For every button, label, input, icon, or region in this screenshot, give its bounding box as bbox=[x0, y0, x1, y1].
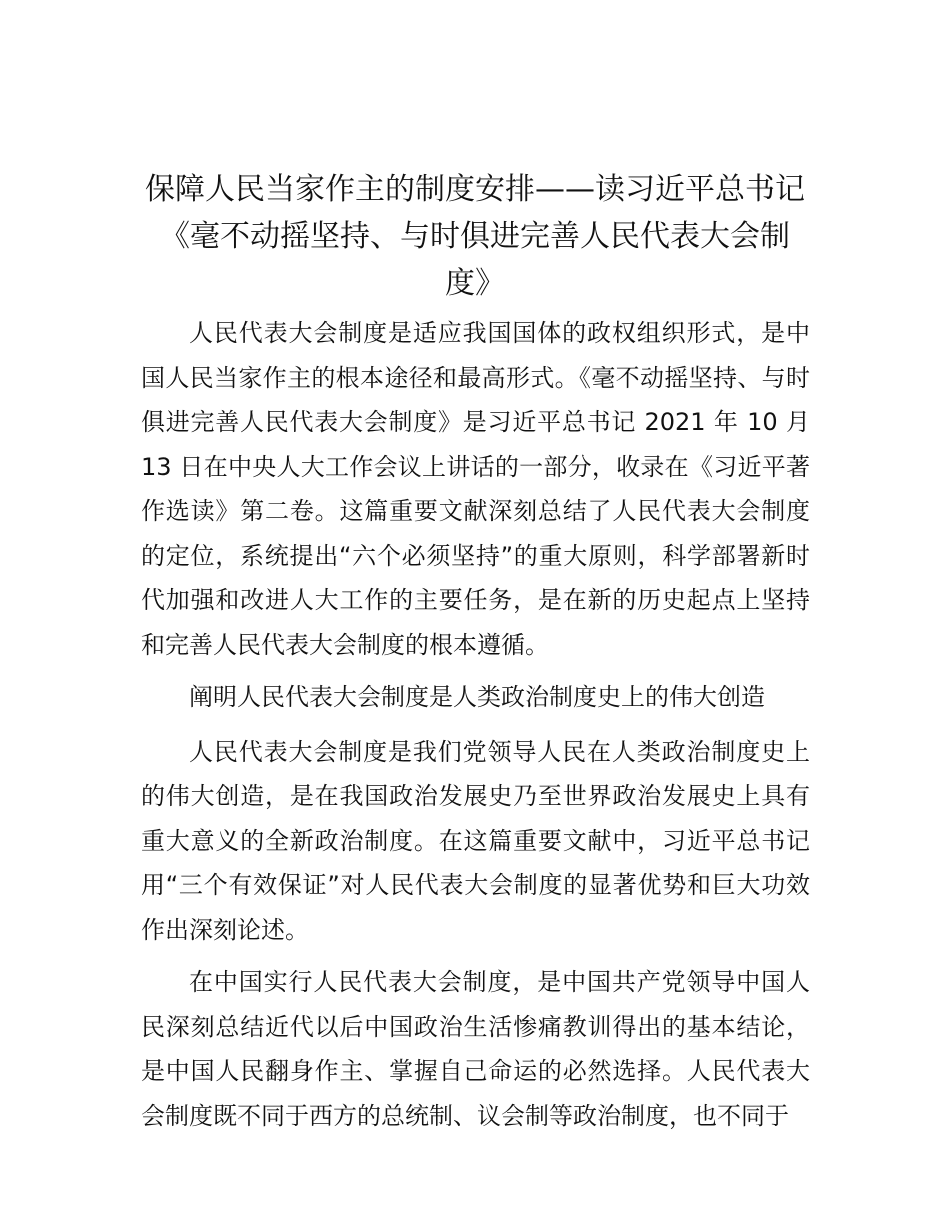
document-body bbox=[141, 311, 810, 1146]
document-title: 保障人民当家作主的制度安排——读习近平总书记《毫不动摇坚持、与时俱进完善人民代表大会制度》 bbox=[145, 172, 805, 301]
paragraph-creation: 人民代表大会制度是我们党领导人民在人类政治制度史上的伟大创造，是在我国政治发展史乃至世界政治发展史上具有重大意义的全新政治制度。在这篇重要文献中，习近平总书记用“三个有效保证”对人民代表大会制度的显著优势和巨大功效作出深刻论述。 bbox=[141, 737, 810, 944]
paragraph-conclusion: 在中国实行人民代表大会制度，是中国共产党领导中国人民深刻总结近代以后中国政治生活惨痛教训得出的基本结论，是中国人民翻身作主、掌握自己命运的必然选择。人民代表大会制度既不同于西方的总统制、议会制等政治制度，也不同于 bbox=[141, 968, 810, 1130]
section-heading: 阐明人民代表大会制度是人类政治制度史上的伟大创造 bbox=[189, 683, 765, 711]
paragraph-intro: 人民代表大会制度是适应我国国体的政权组织形式，是中国人民当家作主的根本途径和最高形式。《毫不动摇坚持、与时俱进完善人民代表大会制度》是习近平总书记 2021 年 10 月 13 日在中央人大工作会议上讲话的一部分，收录在《习近平著作选读》第二卷。这篇重要文献深刻总结了人民代表大会制度的定位，系统提出“六个必须坚持”的重大原则，科学部署新时代加强和改进人大工作的主要任务，是在新的历史起点上坚持和完善人民代表大会制度的根本遵循。 bbox=[141, 319, 810, 659]
